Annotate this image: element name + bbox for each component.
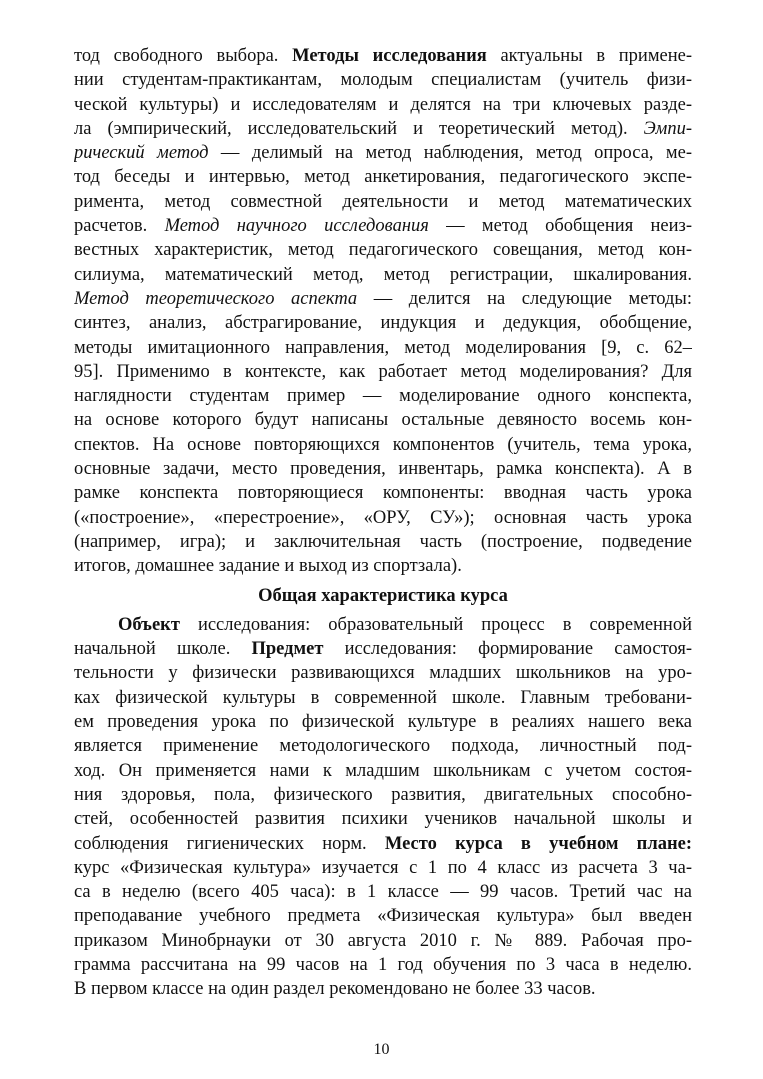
text-line: курс «Физическая культура» изучается с 1 по 4 класс из расчета 3 ча- [74, 857, 692, 878]
text-line: нии студентам-практикантам, молодым специалистам (учитель физи- [74, 70, 692, 91]
text-line: ния здоровья, пола, физического развития, двигательных способно- [74, 784, 692, 805]
text-line: наглядности студентам пример — моделирование одного конспекта, [74, 386, 692, 407]
text-line: тод свободного выбора. Методы исследования актуальны в примене- [74, 46, 692, 66]
text-line: методы имитационного направления, метод моделирования [9, с. 62– [74, 337, 692, 358]
text-line: синтез, анализ, абстрагирование, индукция и дедукция, обобщение, [74, 313, 692, 334]
text-line: 95]. Применимо в контексте, как работает метод моделирования? Для [74, 361, 692, 382]
text-line: тод беседы и интервью, метод анкетирования, педагогического экспе- [74, 167, 692, 188]
text-line: преподавание учебного предмета «Физическая культура» был введен [74, 906, 692, 927]
italic-term-theoretical: Метод теоретического аспекта [74, 288, 358, 309]
text-line: Объект исследования: образовательный процесс в современной [118, 614, 692, 635]
text-line: соблюдения гигиенических норм. Место курса в учебном плане: [74, 833, 692, 854]
text-line: грамма рассчитана на 99 часов на 1 год обучения по 3 часа в неделю. [74, 954, 692, 975]
paragraph-course-overview [74, 613, 692, 1002]
text-line: (например, игра); и заключительная часть (построение, подведение [74, 531, 692, 552]
bold-term-course-place: Место курса в учебном плане: [384, 833, 692, 854]
page-body [74, 44, 692, 1002]
text-line: спектов. На основе повторяющихся компонентов (учитель, тема урока, [74, 434, 692, 455]
text-line: ла (эмпирический, исследовательский и теоретический метод). Эмпи- [74, 118, 692, 139]
text-line: рамке конспекта повторяющиеся компоненты: вводная часть урока [74, 483, 692, 504]
text-line: В первом классе на один раздел рекомендовано не более 33 часов. [74, 979, 596, 1000]
text-line: вестных характеристик, метод педагогического совещания, метод кон- [74, 240, 692, 261]
text-line: является применение методологического подхода, личностный под- [74, 736, 692, 757]
bold-term-object: Объект [118, 614, 180, 635]
text-line: тельности у физически развивающихся младших школьников на уро- [74, 663, 692, 684]
text-line: на основе которого будут написаны остальные девяносто восемь кон- [74, 410, 692, 431]
text-line: начальной школе. Предмет исследования: формирование самостоя- [74, 639, 692, 660]
text-line: са в неделю (всего 405 часа): в 1 классе — 99 часов. Третий час на [74, 882, 692, 903]
text-line: основные задачи, место проведения, инвентарь, рамка конспекта). А в [74, 459, 692, 480]
text-line: римента, метод совместной деятельности и метод математических [74, 191, 692, 212]
text-line: приказом Минобрнауки от 30 августа 2010 г. № 889. Рабочая про- [74, 930, 692, 951]
italic-term-empirical-cont: рический метод [74, 143, 209, 164]
text-line: ках физической культуры в современной школе. Главным требовани- [74, 687, 692, 708]
bold-term-research-methods: Методы исследования [292, 46, 487, 66]
text-line: («построение», «перестроение», «ОРУ, СУ»); основная часть урока [74, 507, 692, 528]
italic-term-scientific: Метод научного исследования [164, 216, 429, 237]
text-line: ческой культуры) и исследователям и делятся на три ключевых разде- [74, 94, 692, 115]
text-line: ем проведения урока по физической культуре в реалиях нашего века [74, 712, 692, 733]
text-line: силиума, математический метод, метод регистрации, шкалирования. [74, 264, 692, 285]
text-line: расчетов. Метод научного исследования — метод обобщения неиз- [74, 216, 692, 237]
italic-term-empirical: Эмпи- [643, 118, 692, 139]
text-line: Метод теоретического аспекта — делится на следующие методы: [74, 288, 692, 309]
text-line: стей, особенностей развития психики учеников начальной школы и [74, 809, 692, 830]
text-line: рический метод — делимый на метод наблюдения, метод опроса, ме- [74, 143, 692, 164]
bold-term-subject: Предмет [251, 639, 324, 660]
page-number: 10 [373, 1041, 390, 1058]
text-line: ход. Он применяется нами к младшим школьникам с учетом состоя- [74, 760, 692, 781]
paragraph-research-methods [74, 44, 692, 579]
section-heading: Общая характеристика курса [258, 585, 508, 606]
text-line: итогов, домашнее задание и выход из спортзала). [74, 556, 462, 577]
